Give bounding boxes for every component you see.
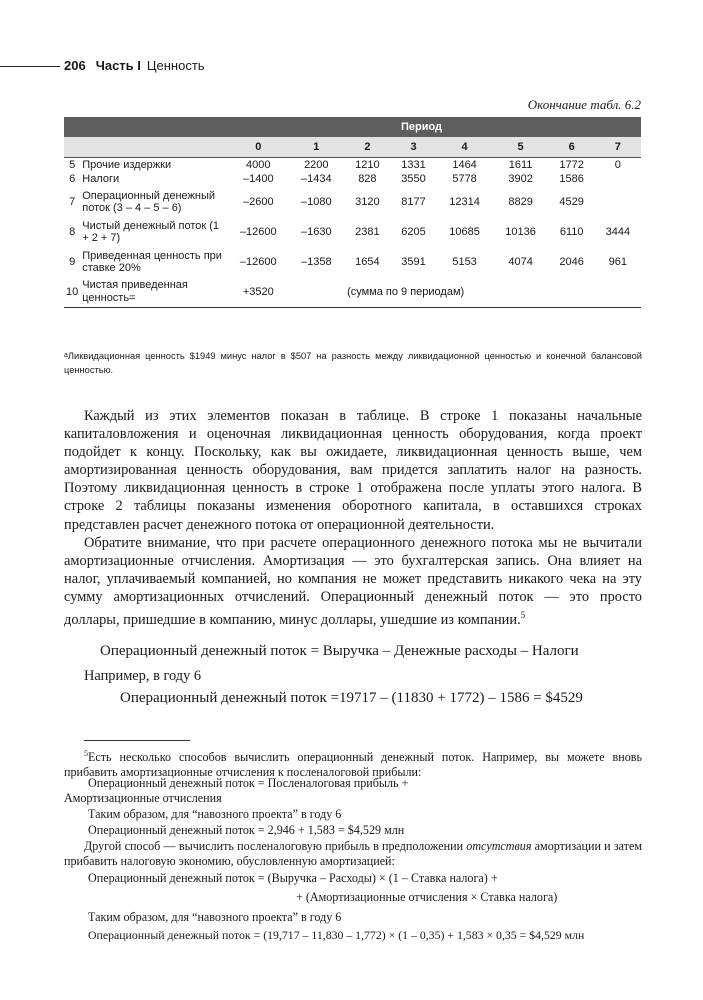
header-rule	[0, 66, 60, 67]
table-row	[64, 187, 641, 217]
npv-note: (сумма по 9 периодам)	[288, 277, 641, 307]
row-label: Налоги	[82, 173, 120, 186]
cell-value: –1630	[301, 225, 332, 238]
row-label: Чистая приведенная ценность=	[80, 277, 228, 307]
period-label: Период	[64, 117, 641, 137]
footnote-5-line-9: Таким образом, для “навозного проекта” в году 6	[88, 910, 342, 924]
footnote-ref: 5	[520, 610, 526, 621]
cell-value: –1358	[301, 255, 332, 268]
cell-value: –1080	[301, 195, 332, 208]
cell-value: 3591	[401, 255, 426, 268]
table-row	[64, 217, 641, 247]
equation-1: Операционный денежный поток = Выручка – Денежные расходы – Налоги	[100, 643, 579, 659]
cell-value: 4529	[559, 195, 584, 208]
period-header-7: 7	[595, 137, 641, 157]
cell-value: –12600	[239, 225, 277, 238]
period-header-1: 1	[288, 137, 344, 157]
cell-value: 961	[608, 255, 628, 268]
for-example-text: Например, в году 6	[84, 668, 202, 684]
cell-value	[595, 172, 641, 187]
period-header-4: 4	[437, 137, 493, 157]
table-caption: Окончание табл. 6.2	[527, 97, 641, 112]
cell-value: 1586	[559, 173, 584, 186]
table-row	[64, 172, 641, 187]
cell-value: 2381	[355, 225, 380, 238]
row-number: 7	[69, 195, 76, 208]
cell-value: 2200	[304, 158, 329, 171]
cell-value: 5153	[452, 255, 477, 268]
footnote-5-line-1: $^5$Есть несколько способов вычислить операционный денежный поток. Например, вы можете вновь прибавить амортизационные отчисления к посленалоговой прибыли:	[64, 749, 642, 780]
footnote-5-line-6: Другой способ — вычислить посленалоговую прибыль в предположении отсутствия амортизации и затем прибавить налоговую экономию, обусловленную амортизацией:	[64, 839, 642, 868]
row-number: 9	[69, 255, 76, 268]
cell-value	[595, 187, 641, 217]
row-number: 5	[69, 158, 76, 171]
table-header-period	[64, 117, 641, 137]
row-label: Операционный денежный поток (3 – 4 – 5 – 6)	[82, 189, 216, 214]
period-header-5: 5	[493, 137, 549, 157]
equation-2: Операционный денежный поток =19717 – (11830 + 1772) – 1586 = $4529	[120, 690, 583, 706]
page-number: 206	[64, 58, 86, 73]
footnote-5-line-5: Операционный денежный поток = 2,946 + 1,583 = $4,529 млн	[88, 823, 405, 837]
table-row	[64, 247, 641, 277]
paragraph-1: Каждый из этих элементов показан в таблице. В строке 1 показаны начальные капиталовложения и оценочная ликвидационная ценность оборудования, когда проект подойдет к концу. Поскольку, как вы ожидаете, ликвидационная ценность выше, чем амортизированная ценность оборудования, вам придется заплатить налог на разность. Поэтому ликвидационная ценность в строке 1 отображена после уплаты этого налога. В строке 2 таблицы показаны изменения оборотного капитала, в оставшихся строках представлен расчет денежного потока от операционной деятельности.	[64, 408, 642, 533]
cell-value: 3550	[401, 173, 426, 186]
footnote-rule	[84, 740, 190, 741]
body-text	[64, 407, 642, 629]
period-header-0: 0	[228, 137, 288, 157]
cell-value: 3120	[355, 195, 380, 208]
footnote-5-line-3: Амортизационные отчисления	[64, 791, 222, 805]
part-label: Часть I	[95, 58, 141, 73]
cell-value: 5778	[452, 173, 477, 186]
footnote-mark: a	[64, 352, 68, 359]
cell-value: –1434	[301, 173, 332, 186]
chapter-label: Ценность	[146, 58, 205, 73]
table-row	[64, 157, 641, 172]
cell-value: 1331	[401, 158, 426, 171]
cell-value: 2046	[559, 255, 584, 268]
cell-value: –2600	[242, 195, 274, 208]
row-number: 8	[69, 225, 76, 238]
cell-value: –1400	[242, 173, 274, 186]
cell-value: 1210	[355, 158, 380, 171]
cash-flow-table	[64, 117, 641, 308]
footnote-5-line-10: Операционный денежный поток = (19,717 – 11,830 – 1,772) × (1 – 0,35) + 1,583 × 0,35 = $4,529 млн	[88, 928, 585, 942]
cell-value: 1654	[355, 255, 380, 268]
cell-value: 8829	[508, 195, 533, 208]
period-header-2: 2	[344, 137, 390, 157]
footnote-5-line-2: Операционный денежный поток = Посленалоговая прибыль +	[88, 776, 409, 790]
period-header-6: 6	[549, 137, 595, 157]
table-footnote: $^a$Ликвидационная ценность $1949 минус налог в $507 на разность между ликвидационной ценностью и конечной балансовой ценностью.	[64, 351, 642, 375]
cell-value: 828	[358, 173, 377, 186]
running-header	[0, 58, 703, 78]
cell-value: 1464	[452, 158, 477, 171]
row-number: 10	[64, 277, 80, 307]
cell-value: 3444	[605, 225, 631, 238]
cell-value: 1772	[559, 158, 584, 171]
cell-value: 10136	[505, 225, 536, 238]
table-header-periods	[64, 137, 641, 157]
cell-value: 0	[614, 158, 621, 171]
cell-value: 8177	[401, 195, 426, 208]
row-label: Прочие издержки	[82, 158, 172, 171]
cell-value: 10685	[449, 225, 480, 238]
cell-value: 6110	[559, 225, 584, 238]
npv-value: +3520	[228, 277, 288, 307]
cell-value: 6205	[401, 225, 426, 238]
footnote-5-line-4: Таким образом, для “навозного проекта” в году 6	[88, 807, 342, 821]
footnote-5-line-8: + (Амортизационные отчисления × Ставка налога)	[296, 890, 558, 904]
footnote-5-line-7: Операционный денежный поток = (Выручка – Расходы) × (1 – Ставка налога) +	[88, 871, 498, 885]
period-header-3: 3	[390, 137, 436, 157]
row-label: Приведенная ценность при ставке 20%	[82, 249, 222, 274]
row-label: Чистый денежный поток (1 + 2 + 7)	[82, 219, 220, 244]
row-number: 6	[69, 173, 76, 186]
cell-value: 3902	[508, 173, 533, 186]
cell-value: 4000	[246, 158, 271, 171]
cell-value: 1611	[508, 158, 533, 171]
cell-value: –12600	[239, 255, 277, 268]
paragraph-2: Обратите внимание, что при расчете операционного денежного потока мы не вычитали амортизационные отчисления. Амортизация — это бухгалтерская запись. Она влияет на налог, уплачиваемый компанией, но компания не может представить никакого чека на эту сумму амортизационных отчислений. Операционный денежный поток — это просто доллары, пришедшие в компанию, минус доллары, ушедшие из компании.$^5$	[64, 534, 642, 628]
table-row-npv	[64, 277, 641, 307]
cell-value: 12314	[449, 195, 480, 208]
cell-value: 4074	[508, 255, 533, 268]
